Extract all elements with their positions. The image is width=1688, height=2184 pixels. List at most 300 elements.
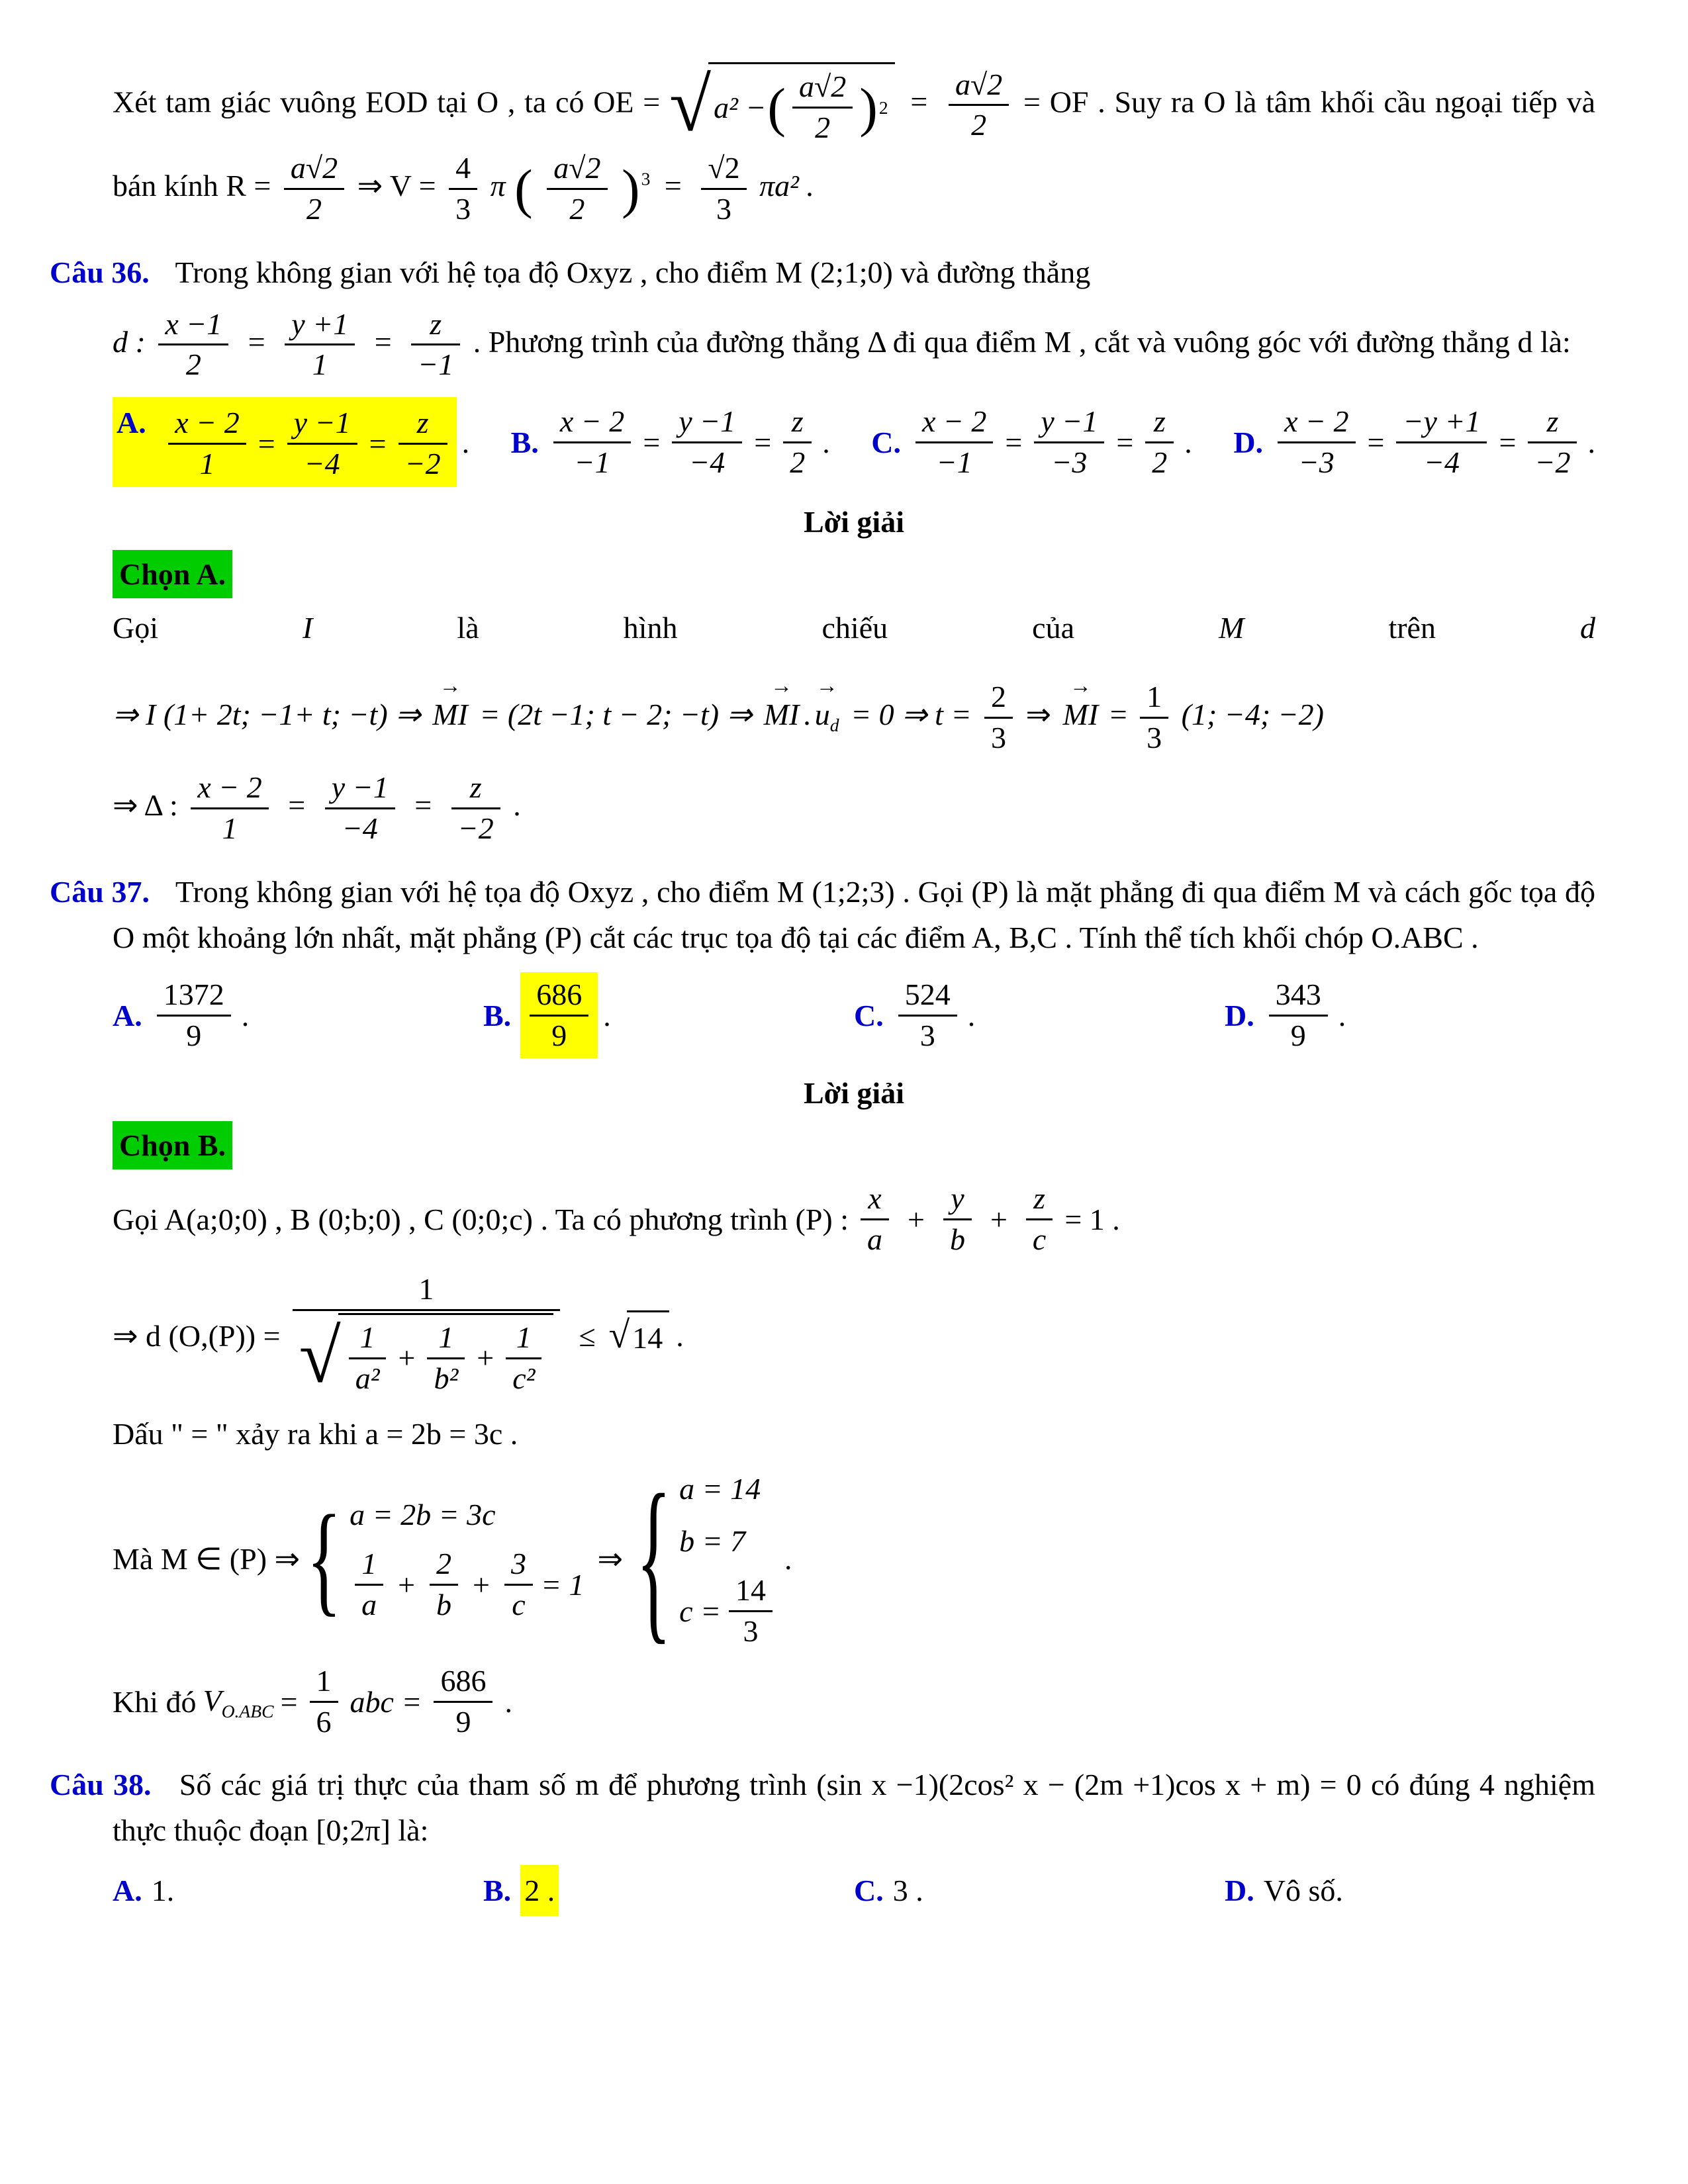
fraction-denominator: −4 [342, 811, 378, 845]
fraction-denominator: 3 [1147, 721, 1162, 755]
word: Gọi [113, 611, 158, 645]
highlighted-answer [520, 972, 598, 1059]
question-number: Câu 38. [50, 1768, 152, 1802]
fraction [792, 69, 853, 146]
option-label: A. [117, 406, 146, 440]
plus-sign: + [398, 1341, 416, 1375]
fraction [504, 1547, 533, 1623]
text-run: Khi đó [113, 1684, 197, 1719]
answer-options [113, 1865, 1595, 1916]
plus-sign: + [398, 1568, 416, 1602]
fraction-denominator: 3 [991, 721, 1006, 755]
fraction-denominator: −2 [1534, 445, 1571, 479]
fraction [411, 307, 460, 383]
equals-sign: = [754, 425, 772, 459]
fraction-denominator: −3 [1051, 445, 1088, 479]
solution-title: Lời giải [804, 1076, 904, 1111]
text-run: ⇒ Δ : [113, 788, 178, 822]
fraction-numerator: x [861, 1181, 889, 1220]
fraction-denominator: −1 [574, 445, 610, 479]
text-run: d : [113, 324, 146, 359]
fraction-numerator: 14 [729, 1573, 773, 1612]
word: hình [623, 611, 678, 645]
implies-sign: ⇒ [1025, 698, 1052, 732]
question-number: Câu 37. [50, 874, 150, 909]
system-rows [350, 1492, 584, 1625]
solution-work-line [113, 1457, 1595, 1660]
text-run: ⇒ I (1+ 2t; −1+ t; −t) ⇒ [113, 698, 421, 732]
question-text: . Phương trình của đường thẳng Δ đi qua điểm M , cắt và vuông góc với đường thẳng d là: [473, 324, 1571, 359]
option-label: A. [113, 1874, 142, 1908]
question-text: Số các giá trị thực của tham số m để phương trình (sin x −1)(2cos² x − (2m +1)cos x + m) = 0 có đúng 4 nghiệm thực thuộc đoạn [0;2π] là: [113, 1768, 1596, 1848]
question-text: Trong không gian với hệ tọa độ Oxyz , cho điểm M (2;1;0) và đường thẳng [175, 255, 1091, 289]
option-tail: . [967, 998, 976, 1032]
fraction-numerator: z [399, 406, 447, 445]
text-run: Xét tam giác vuông EOD tại O , ta có OE = [113, 85, 661, 119]
equals-sign: = [280, 1684, 298, 1719]
fraction [284, 151, 344, 227]
fraction-numerator: x − 2 [553, 404, 631, 443]
text-run: Dấu " = " xảy ra khi a = 2b = 3c . [113, 1416, 518, 1451]
question-37 [50, 869, 1595, 1743]
fraction [158, 307, 228, 383]
option-label: A. [113, 998, 142, 1032]
option-tail: . [822, 425, 830, 459]
option-c[interactable] [854, 1868, 1225, 1913]
word: d [1580, 611, 1595, 645]
fraction-numerator: y −1 [672, 404, 742, 443]
text-run: . [513, 788, 521, 822]
question-heading [50, 869, 1595, 960]
system-row: a = 14 [679, 1471, 761, 1506]
fraction [783, 404, 812, 480]
question-heading [50, 1762, 1596, 1853]
plus-sign: + [477, 1341, 494, 1375]
fraction-numerator: 686 [530, 978, 588, 1017]
fraction-numerator: 343 [1269, 978, 1328, 1017]
fraction-numerator: 2 [430, 1547, 458, 1586]
option-tail: . [1184, 425, 1192, 459]
option-d[interactable] [1225, 975, 1595, 1056]
fraction [168, 406, 246, 482]
fraction-denominator: −4 [689, 445, 726, 479]
vector [814, 674, 839, 739]
fraction-denominator: a [361, 1588, 377, 1622]
equals-sign: = [664, 168, 682, 203]
fraction-denominator: 2 [185, 347, 201, 382]
option-c[interactable] [871, 402, 1192, 483]
fraction-denominator: −4 [304, 447, 340, 481]
solution-work-line [113, 1269, 1595, 1402]
fraction [449, 151, 477, 227]
option-math [548, 402, 817, 483]
fraction-numerator: −y +1 [1396, 404, 1487, 443]
vector-name: MI [432, 698, 468, 732]
square-root [669, 62, 895, 148]
solution-title: Lời giải [804, 505, 904, 539]
option-math [163, 403, 452, 484]
system-row [350, 1544, 584, 1625]
vector [432, 674, 468, 737]
fraction-denominator: a [867, 1222, 882, 1257]
option-label: B. [510, 425, 539, 459]
fraction-denominator: c² [512, 1361, 536, 1396]
option-math [910, 402, 1179, 483]
fraction-denominator: −3 [1298, 445, 1335, 479]
choice-line [113, 550, 1595, 598]
text-run: a² − [714, 90, 767, 124]
text-run: . [803, 698, 811, 732]
fraction-denominator: −1 [936, 445, 972, 479]
option-c[interactable] [854, 975, 1225, 1056]
vector-arrow-icon: → [439, 674, 461, 699]
fraction-denominator: −4 [1423, 445, 1460, 479]
plus-sign: + [990, 1203, 1008, 1237]
fraction [530, 978, 588, 1054]
answer-options [113, 972, 1595, 1059]
word: chiếu [821, 611, 888, 645]
text-run: Gọi A(a;0;0) , B (0;b;0) , C (0;0;c) . Ta có phương trình (P) : [113, 1203, 849, 1237]
radicand: a² − ( $\frac{a√2}{2}$ ) 2 [708, 62, 895, 148]
fraction [701, 151, 746, 227]
fraction-denominator: c [512, 1588, 526, 1622]
fraction [1145, 404, 1174, 480]
fraction [434, 1664, 492, 1740]
plus-sign: + [473, 1568, 490, 1602]
option-text: Vô số. [1263, 1874, 1343, 1908]
option-label: D. [1225, 998, 1254, 1032]
equals-sign: = [369, 427, 387, 461]
fraction-denominator: −2 [457, 811, 494, 845]
equals-sign: = [1109, 698, 1127, 732]
variable [203, 1678, 274, 1725]
equals-sign: = [1116, 425, 1134, 459]
plus-sign: + [908, 1203, 925, 1237]
fraction-denominator: 9 [455, 1704, 471, 1739]
fraction [943, 1181, 972, 1257]
fraction-numerator: x − 2 [1278, 404, 1355, 443]
equals-sign: = [910, 85, 928, 119]
left-brace: { [306, 1490, 342, 1627]
fraction-numerator: 1 [1140, 680, 1168, 719]
option-label: C. [854, 1874, 884, 1908]
fraction [949, 68, 1009, 144]
vector-name: MI [763, 698, 800, 732]
fraction [287, 406, 357, 482]
fraction [672, 404, 742, 480]
fraction-numerator: y −1 [1034, 404, 1104, 443]
chosen-answer-badge: Chọn B. [113, 1121, 232, 1169]
fraction-numerator: 1 [506, 1320, 541, 1359]
less-equal-sign: ≤ [579, 1318, 596, 1353]
fraction-denominator: −1 [418, 347, 454, 382]
fraction [349, 1320, 387, 1396]
fraction-denominator: b [436, 1588, 452, 1622]
fraction-numerator: 1 [349, 1320, 387, 1359]
fraction-numerator: 1 [293, 1272, 561, 1311]
solution-paragraph-pre [113, 62, 1595, 230]
highlighted-answer: 2 . [520, 1865, 559, 1916]
fraction-denominator: −2 [404, 447, 441, 481]
vector-subscript: d [829, 715, 839, 736]
fraction [310, 1664, 338, 1740]
fraction-denominator: 6 [316, 1704, 332, 1739]
question-38 [50, 1762, 1595, 1916]
fraction-numerator: x − 2 [915, 404, 993, 443]
solution-work-line [113, 674, 1595, 758]
equals-sign: = [258, 427, 275, 461]
fraction-denominator: 1 [312, 347, 328, 382]
option-b[interactable] [511, 402, 830, 483]
option-tail: . [461, 425, 470, 459]
system-row: b = 7 [679, 1524, 746, 1558]
exponent: 3 [641, 168, 651, 189]
solution-work-line [113, 1179, 1595, 1260]
text-run: = (2t −1; t − 2; −t) ⇒ [479, 698, 753, 732]
question-equation-line [113, 304, 1595, 386]
fraction-denominator: 2 [306, 191, 322, 226]
square-root [299, 1313, 554, 1399]
implies-sign: ⇒ [597, 1541, 624, 1576]
solution-work-line [113, 1661, 1595, 1743]
option-d[interactable] [1225, 1868, 1595, 1913]
equals-sign: = [1367, 425, 1385, 459]
fraction [325, 770, 395, 846]
equals-sign: = [374, 324, 392, 359]
option-d[interactable] [1233, 402, 1595, 483]
text-run: c = [679, 1594, 722, 1628]
fraction-big [293, 1272, 561, 1399]
word: trên [1388, 611, 1436, 645]
fraction-numerator: z [1145, 404, 1174, 443]
fraction-numerator: a√2 [284, 151, 344, 190]
equals-sign: = [288, 788, 306, 822]
fraction-numerator: 1 [427, 1320, 465, 1359]
equals-sign: = [1499, 425, 1517, 459]
exponent: 2 [878, 97, 888, 118]
word: là [457, 611, 479, 645]
text-run: = 0 ⇒ t = [851, 698, 972, 732]
pi-symbol: π [490, 168, 506, 203]
text-run: . [784, 1541, 792, 1576]
question-heading [50, 250, 1595, 295]
text-run: ⇒ d (O,(P)) = [113, 1318, 281, 1353]
fraction-numerator: 524 [898, 978, 957, 1017]
text-run: = OF . Suy ra O là tâm khối cầu ngoại tiếp và bán kính R = [113, 85, 1595, 203]
equation-system [636, 1457, 778, 1660]
text-run: = 1 . [1064, 1203, 1120, 1237]
option-label: D. [1233, 425, 1264, 459]
system-row [679, 1570, 778, 1652]
fraction [553, 404, 631, 480]
option-b[interactable] [483, 1865, 854, 1916]
text-run: . [504, 1684, 512, 1719]
fraction-denominator: 9 [1290, 1018, 1306, 1052]
fraction [285, 307, 355, 383]
fraction [984, 680, 1013, 756]
fraction [506, 1320, 541, 1396]
fraction-denominator: b [949, 1222, 965, 1257]
radicand [338, 1313, 554, 1399]
vector-arrow-icon: → [770, 674, 793, 699]
fraction [1034, 404, 1104, 480]
vector [1062, 674, 1099, 737]
solution-justified-line [113, 605, 1595, 651]
option-label: B. [483, 1874, 512, 1908]
fraction-numerator: z [451, 770, 500, 809]
fraction-numerator: 4 [449, 151, 477, 190]
fraction [547, 151, 607, 227]
option-label: D. [1225, 1874, 1254, 1908]
fraction-denominator: 3 [919, 1018, 935, 1052]
word: của [1032, 611, 1075, 645]
word: I [303, 611, 313, 645]
fraction [1278, 404, 1355, 480]
fraction-denominator: 2 [1152, 445, 1168, 479]
fraction [427, 1320, 465, 1396]
fraction [399, 406, 447, 482]
fraction-numerator: √2 [701, 151, 746, 190]
question-number: Câu 36. [50, 255, 150, 289]
fraction [898, 978, 957, 1054]
fraction-numerator: a√2 [547, 151, 607, 190]
fraction-denominator: 2 [790, 445, 806, 479]
text-run: Mà M ∈ (P) ⇒ [113, 1541, 301, 1576]
fraction-denominator: 2 [971, 108, 987, 142]
fraction-numerator: x −1 [158, 307, 228, 346]
chosen-answer-badge: Chọn A. [113, 550, 232, 598]
option-a[interactable] [113, 397, 469, 487]
option-text: 1. [151, 1874, 175, 1908]
fraction-numerator: z [1026, 1181, 1053, 1220]
fraction-denominator: 9 [186, 1018, 202, 1052]
fraction-numerator: y +1 [285, 307, 355, 346]
option-tail: . [1338, 998, 1346, 1032]
vector-name: u [814, 698, 830, 732]
option-a[interactable] [113, 1868, 483, 1913]
fraction-denominator: 1 [222, 811, 238, 845]
fraction-numerator: 686 [434, 1664, 492, 1703]
option-label: C. [854, 998, 884, 1032]
fraction [451, 770, 500, 846]
fraction-denominator: a² [355, 1361, 380, 1396]
fraction-numerator: y −1 [325, 770, 395, 809]
option-tail: . [241, 998, 250, 1032]
fraction-numerator: z [783, 404, 812, 443]
fraction-denominator: 3 [716, 191, 731, 226]
fraction-numerator: a√2 [792, 69, 853, 109]
vector [763, 674, 800, 737]
text-run: = 1 [540, 1568, 585, 1602]
close-paren: ) [622, 158, 640, 220]
question-36 [50, 250, 1595, 849]
fraction [157, 978, 231, 1054]
vector-arrow-icon: → [816, 674, 838, 699]
option-b[interactable] [483, 972, 854, 1059]
option-label: B. [483, 998, 512, 1032]
fraction [191, 770, 268, 846]
fraction-denominator: 1 [199, 447, 215, 481]
fraction-numerator: y −1 [287, 406, 357, 445]
radical-sign: √ [608, 1314, 630, 1357]
fraction [861, 1181, 889, 1257]
question-text: Trong không gian với hệ tọa độ Oxyz , cho điểm M (1;2;3) . Gọi (P) là mặt phẳng đi qua điểm M và cách gốc tọa độ O một khoảng lớn nhất, mặt phẳng (P) cắt các trục tọa độ tại các điểm A, B,C . Tính thể tích khối chóp O.ABC . [113, 874, 1595, 954]
option-tail: . [1587, 425, 1595, 459]
option-math [1272, 402, 1582, 483]
fraction [1396, 404, 1487, 480]
fraction-numerator: 3 [504, 1547, 533, 1586]
fraction-numerator: 2 [984, 680, 1013, 719]
open-paren: ( [514, 158, 533, 220]
solution-work-line [113, 1411, 1595, 1457]
fraction-denominator: 2 [815, 110, 831, 144]
option-text: 3 . [892, 1874, 923, 1908]
system-rows [679, 1466, 778, 1652]
text-run: πa² . [759, 168, 814, 203]
fraction-denominator: 3 [455, 191, 471, 226]
equals-sign: = [248, 324, 265, 359]
fraction-numerator: y [943, 1181, 972, 1220]
fraction-numerator: z [1528, 404, 1577, 443]
fraction-numerator: 1372 [157, 978, 231, 1017]
fraction-denominator [293, 1311, 561, 1399]
fraction-numerator: x − 2 [191, 770, 268, 809]
fraction-numerator: x − 2 [168, 406, 246, 445]
fraction [915, 404, 993, 480]
text-run: abc = [350, 1684, 422, 1719]
fraction-numerator: z [411, 307, 460, 346]
text-run: ⇒ V = [357, 168, 436, 203]
answer-options [113, 397, 1595, 487]
option-a[interactable] [113, 975, 483, 1056]
vector-arrow-icon: → [1069, 674, 1092, 699]
square-root [609, 1310, 670, 1361]
option-tail: . [603, 998, 611, 1032]
choice-line [113, 1121, 1595, 1169]
left-brace: { [636, 1457, 672, 1660]
equals-sign: = [643, 425, 661, 459]
equals-sign: = [1005, 425, 1023, 459]
fraction-numerator: 1 [310, 1664, 338, 1703]
highlighted-answer [113, 397, 457, 487]
text-run: (1; −4; −2) [1181, 698, 1324, 732]
fraction-numerator: a√2 [949, 68, 1009, 107]
fraction [1026, 1181, 1053, 1257]
vector-name: MI [1062, 698, 1099, 732]
system-row: a = 2b = 3c [350, 1498, 496, 1532]
fraction-denominator: 2 [569, 191, 585, 226]
variable-name: V [203, 1684, 222, 1718]
fraction [355, 1547, 383, 1623]
fraction-denominator: b² [434, 1361, 459, 1396]
fraction-denominator: 3 [743, 1614, 759, 1648]
fraction [1140, 680, 1168, 756]
word: M [1219, 611, 1244, 645]
text-run: . [676, 1318, 684, 1353]
fraction-numerator: 1 [355, 1547, 383, 1586]
radical-sign: √ [669, 63, 712, 148]
fraction-denominator: c [1032, 1222, 1047, 1257]
equals-sign: = [414, 788, 432, 822]
equation-system [306, 1492, 584, 1625]
fraction [1528, 404, 1577, 480]
fraction-denominator: 9 [551, 1018, 567, 1052]
fraction [430, 1547, 458, 1623]
radicand: 14 [627, 1310, 669, 1361]
radical-sign: √ [299, 1314, 341, 1398]
solution-work-line [113, 768, 1595, 849]
fraction [729, 1573, 773, 1649]
